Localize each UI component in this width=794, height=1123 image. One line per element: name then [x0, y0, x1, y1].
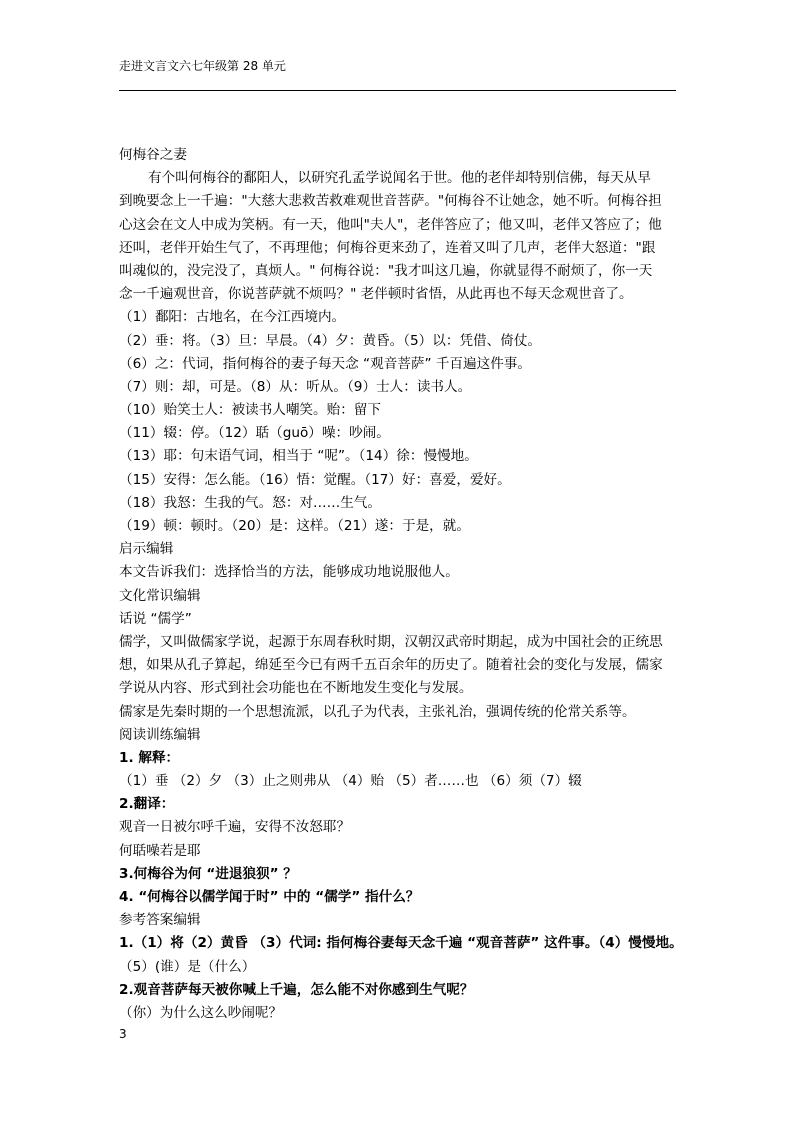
- inspiration-heading: 启示编辑: [119, 541, 174, 558]
- note-line: （2）垂：将。（3）旦：早晨。（4）夕：黄昏。（5）以：凭借、倚仗。: [119, 332, 542, 349]
- exercise-q1-label: 1. 解释：: [119, 749, 180, 766]
- note-line: （1）鄱阳：古地名，在今江西境内。: [119, 309, 346, 326]
- answer-line: （你）为什么这么吵闹呢？: [119, 1004, 283, 1021]
- answer-line: （5）(谁）是（什么）: [119, 958, 256, 975]
- answer-line: 2.观音菩萨每天被你喊上千遍，怎么能不对你感到生气呢？: [119, 981, 474, 998]
- exercise-q2-line: 何聒噪若是耶: [119, 842, 201, 859]
- note-line: （11）辍：停。（12）聒（guō）噪：吵闹。: [119, 425, 390, 442]
- exercise-q4: 4. “何梅谷以儒学闻于时” 中的 “儒学” 指什么？: [119, 889, 420, 905]
- culture-text-line: 想，如果从孔子算起，绵延至今已有两千五百余年的历史了。随着社会的变化与发展，儒家: [119, 657, 663, 674]
- passage-line: 到晚要念上一千遍："大慈大悲救苦救难观世音菩萨。"何梅谷不让她念，她不听。何梅谷担: [119, 193, 662, 210]
- exercise-q1-items: （1）垂 （2）夕 （3）止之则弗从 （4）贻 （5）者……也 （6）须（7）辍: [119, 773, 582, 790]
- note-line: （6）之：代词，指何梅谷的妻子每天念 “观音菩萨” 千百遍这件事。: [119, 355, 531, 372]
- document-body: [119, 144, 684, 1025]
- passage-line: 心这会在文人中成为笑柄。有一天，他叫"夫人"，老伴答应了；他又叫，老伴又答应了；他: [119, 216, 662, 233]
- answer-line: 1.（1）将（2）黄昏 （3）代词: 指何梅谷妻每天念千遍 “观音菩萨” 这件事。（4）慢慢地。: [119, 935, 683, 952]
- note-line: （10）贻笑士人：被读书人嘲笑。贻：留下: [119, 402, 381, 419]
- note-line: （19）顿：顿时。（20）是：这样。（21）遂：于是，就。: [119, 518, 470, 534]
- culture-heading: 文化常识编辑: [119, 587, 201, 604]
- note-line: （7）则：却，可是。（8）从：听从。（9）士人：读书人。: [119, 378, 472, 395]
- note-line: （15）安得：怎么能。（16）悟：觉醒。（17）好：喜爱，爱好。: [119, 471, 511, 488]
- passage-line: 念一千遍观世音，你说菩萨就不烦吗？" 老伴顿时省悟，从此再也不每天念观世音了。: [119, 286, 633, 303]
- exercise-q3: 3.何梅谷为何 “进退狼狈” ？: [119, 865, 297, 882]
- note-line: （18）我怒：生我的气。怒：对……生气。: [119, 494, 381, 511]
- passage-line: 有个叫何梅谷的鄱阳人，以研究孔孟学说闻名于世。他的老伴却特别信佛，每天从早: [148, 170, 651, 187]
- exercise-heading: 阅读训练编辑: [119, 726, 201, 743]
- story-title: 何梅谷之妻: [119, 147, 187, 163]
- header-divider: [119, 90, 676, 91]
- culture-text-line: 儒家是先秦时期的一个思想流派，以孔子为代表，主张礼治，强调传统的伦常关系等。: [119, 703, 636, 720]
- culture-text-line: 儒学，又叫做儒家学说，起源于东周春秋时期，汉朝汉武帝时期起，成为中国社会的正统思: [119, 633, 663, 650]
- exercise-q2-label: 2.翻译：: [119, 796, 175, 813]
- passage-line: 叫魂似的，没完没了，真烦人。" 何梅谷说："我才叫这几遍，你就显得不耐烦了，你一天: [119, 262, 653, 279]
- answer-heading: 参考答案编辑: [119, 912, 201, 929]
- exercise-q2-line: 观音一日被尔呼千遍，安得不汝怒耶？: [119, 819, 351, 836]
- page-number: 3: [119, 1027, 127, 1041]
- note-line: （13）耶：句末语气词，相当于 “呢”。（14）徐：慢慢地。: [119, 448, 478, 465]
- culture-subheading: 话说 “儒学”: [119, 610, 192, 627]
- passage-line: 还叫，老伴开始生气了，不再理他；何梅谷更来劲了，连着又叫了几声，老伴大怒道："跟: [119, 239, 656, 256]
- page-header: 走进文言文六七年级第 28 单元: [119, 59, 286, 73]
- culture-text-line: 学说从内容、形式到社会功能也在不断地发生变化与发展。: [119, 680, 473, 697]
- inspiration-text: 本文告诉我们：选择恰当的方法，能够成功地说服他人。: [119, 564, 459, 581]
